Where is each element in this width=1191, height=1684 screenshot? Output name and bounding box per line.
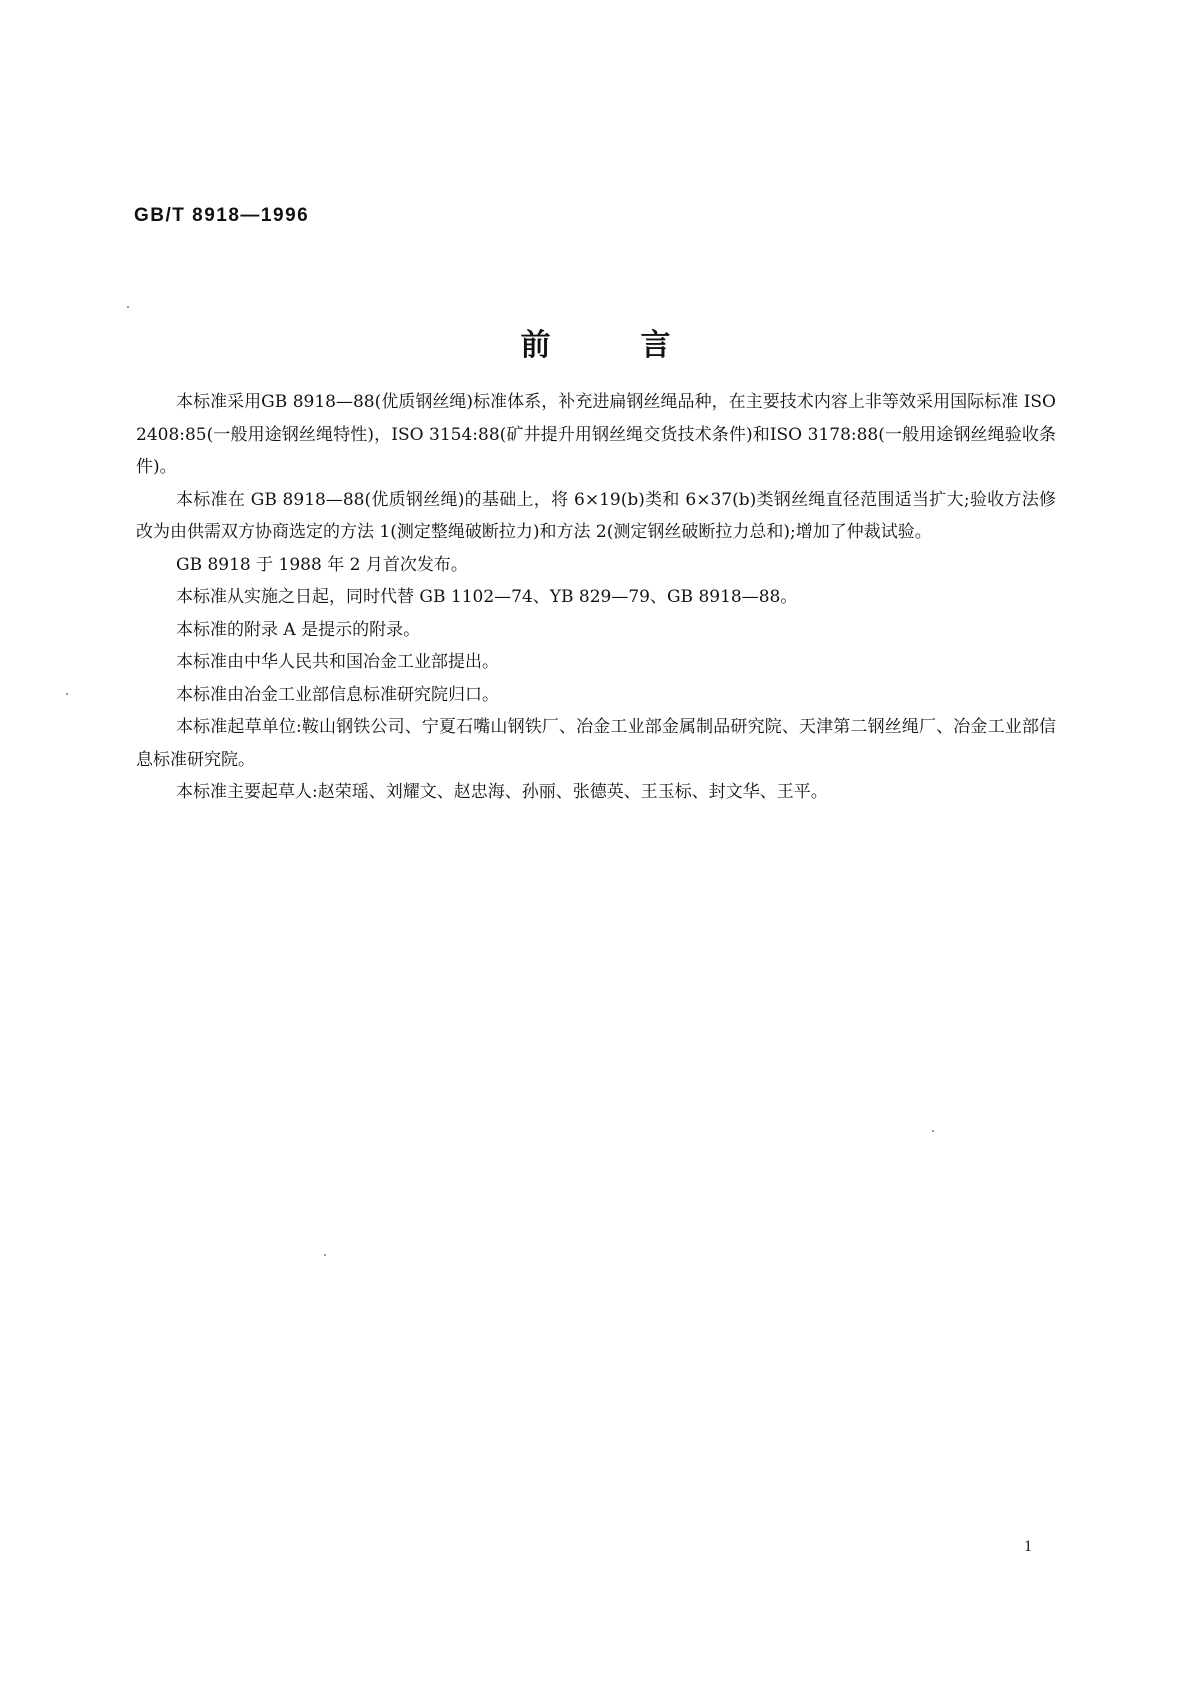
page-number: 1 — [1024, 1538, 1032, 1555]
paragraph-centralized-by: 本标准由冶金工业部信息标准研究院归口。 — [176, 684, 499, 705]
scan-speck — [324, 1254, 326, 1256]
paragraph-drafting-units: 本标准起草单位:鞍山钢铁公司、宁夏石嘴山钢铁厂、冶金工业部金属制品研究院、天津第二钢丝绳厂、冶金工业部信息标准研究院。 — [136, 717, 1056, 770]
scan-speck — [127, 306, 129, 308]
title-char-1: 前 — [520, 328, 551, 363]
paragraph-changes: 本标准在 GB 8918—88(优质钢丝绳)的基础上，将 6×19(b)类和 6×37(b)类钢丝绳直径范围适当扩大;验收方法修改为由供需双方协商选定的方法 1(测定整绳破断拉力)和方法 2(测定钢丝破断拉力总和);增加了仲裁试验。 — [136, 489, 1056, 542]
paragraph-supersedes: 本标准从实施之日起，同时代替 GB 1102—74、YB 829—79、GB 8918—88。 — [176, 587, 798, 607]
paragraph-first-issue: GB 8918 于 1988 年 2 月首次发布。 — [176, 554, 468, 575]
paragraph-appendix: 本标准的附录 A 是提示的附录。 — [176, 619, 421, 640]
page-title — [0, 320, 1191, 364]
scan-speck — [66, 693, 68, 695]
standard-code: GB/T 8918—1996 — [134, 205, 310, 226]
paragraph-proposed-by: 本标准由中华人民共和国冶金工业部提出。 — [176, 652, 499, 672]
title-char-2: 言 — [640, 328, 671, 363]
paragraph-drafters: 本标准主要起草人:赵荣瑶、刘耀文、赵忠海、孙丽、张德英、王玉标、封文华、王平。 — [176, 782, 828, 802]
paragraph-adoption: 本标准采用GB 8918—88(优质钢丝绳)标准体系，补充进扁钢丝绳品种，在主要技术内容上非等效采用国际标准 ISO 2408:85(一般用途钢丝绳特性)，ISO 3154:88(矿井提升用钢丝绳交货技术条件)和ISO 3178:88(一般用途钢丝绳验收条件)。 — [136, 392, 1056, 477]
scan-speck — [932, 1130, 934, 1132]
foreword-body — [136, 386, 1056, 809]
